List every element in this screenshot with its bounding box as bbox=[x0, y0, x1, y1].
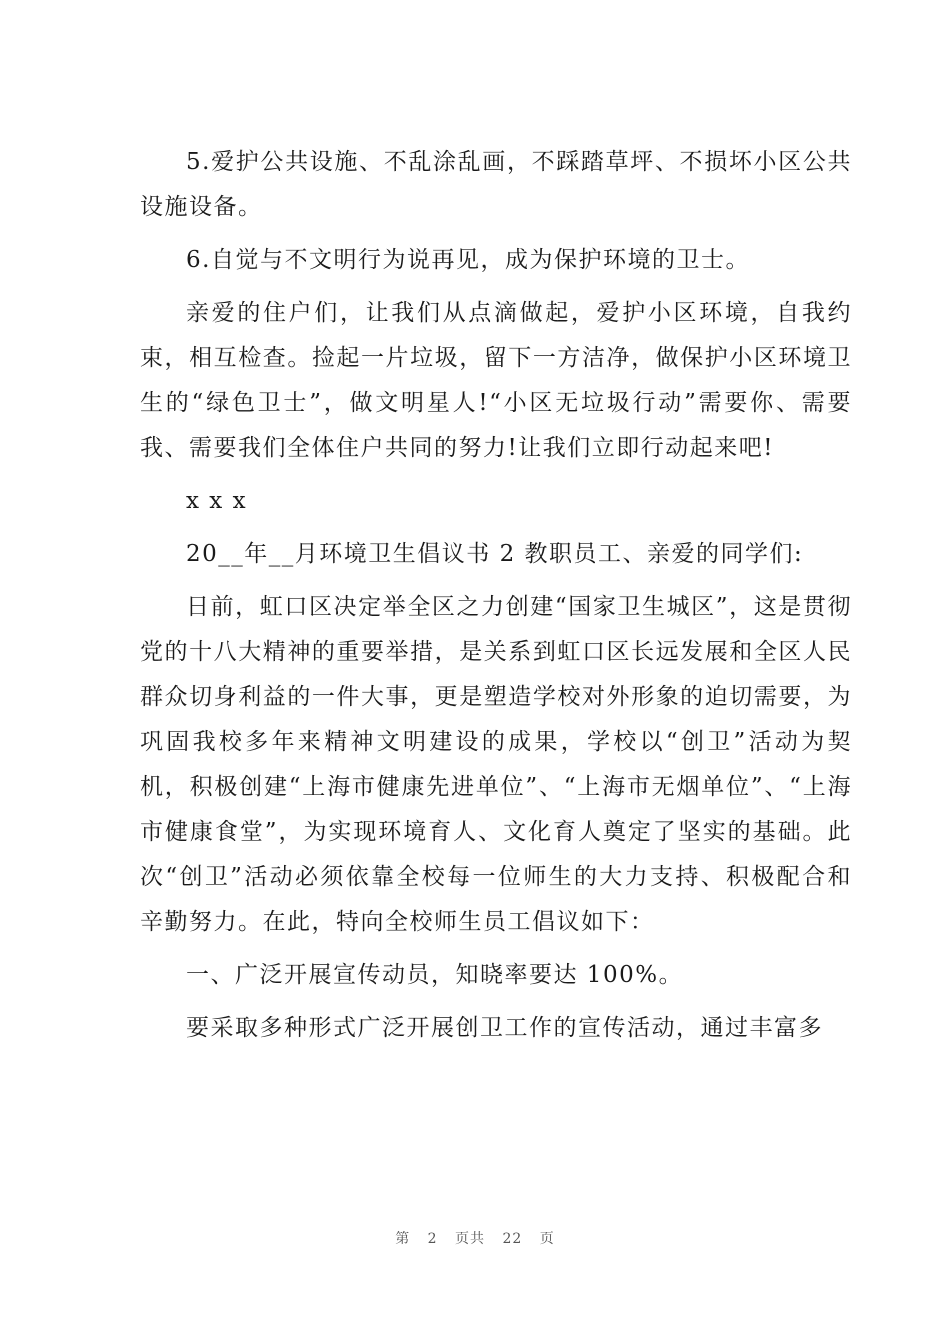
page-footer bbox=[0, 1228, 950, 1248]
paragraph-heading-2: 20__年__月环境卫生倡议书 2 教职员工、亲爱的同学们: bbox=[186, 541, 804, 567]
footer-total-pages: 22 bbox=[502, 1231, 523, 1247]
paragraph-signature: x x x bbox=[186, 488, 248, 514]
paragraph-item-6: 6.自觉与不文明行为说再见，成为保护环境的卫士。 bbox=[186, 247, 750, 273]
paragraph-item-5: 5.爱护公共设施、不乱涂乱画，不踩踏草坪、不损坏小区公共设施设备。 bbox=[140, 149, 852, 220]
paragraph-point-1-detail: 要采取多种形式广泛开展创卫工作的宣传活动，通过丰富多 bbox=[186, 1015, 823, 1041]
footer-current-page: 2 bbox=[427, 1231, 438, 1247]
footer-label-page: 第 bbox=[395, 1231, 411, 1247]
paragraph-appeal: 亲爱的住户们，让我们从点滴做起，爱护小区环境，自我约束，相互检查。捡起一片垃圾，留下一方洁净，做保护小区环境卫生的“绿色卫士”，做文明星人!“小区无垃圾行动”需要你、需要我、需要我们全体住户共同的努力!让我们立即行动起来吧! bbox=[140, 300, 852, 461]
paragraph-point-1: 一、广泛开展宣传动员，知晓率要达 100%。 bbox=[186, 962, 684, 988]
document-body bbox=[140, 140, 852, 1059]
footer-label-of: 页共 bbox=[455, 1231, 486, 1247]
footer-label-end: 页 bbox=[539, 1231, 555, 1247]
paragraph-intro: 日前，虹口区决定举全区之力创建“国家卫生城区”，这是贯彻党的十八大精神的重要举措，是关系到虹口区长远发展和全区人民群众切身利益的一件大事，更是塑造学校对外形象的迫切需要，为巩固我校多年来精神文明建设的成果，学校以“创卫”活动为契机，积极创建“上海市健康先进单位”、“上海市无烟单位”、“上海市健康食堂”，为实现环境育人、文化育人奠定了坚实的基础。此次“创卫”活动必须依靠全校每一位师生的大力支持、积极配合和辛勤努力。在此，特向全校师生员工倡议如下： bbox=[140, 594, 852, 935]
